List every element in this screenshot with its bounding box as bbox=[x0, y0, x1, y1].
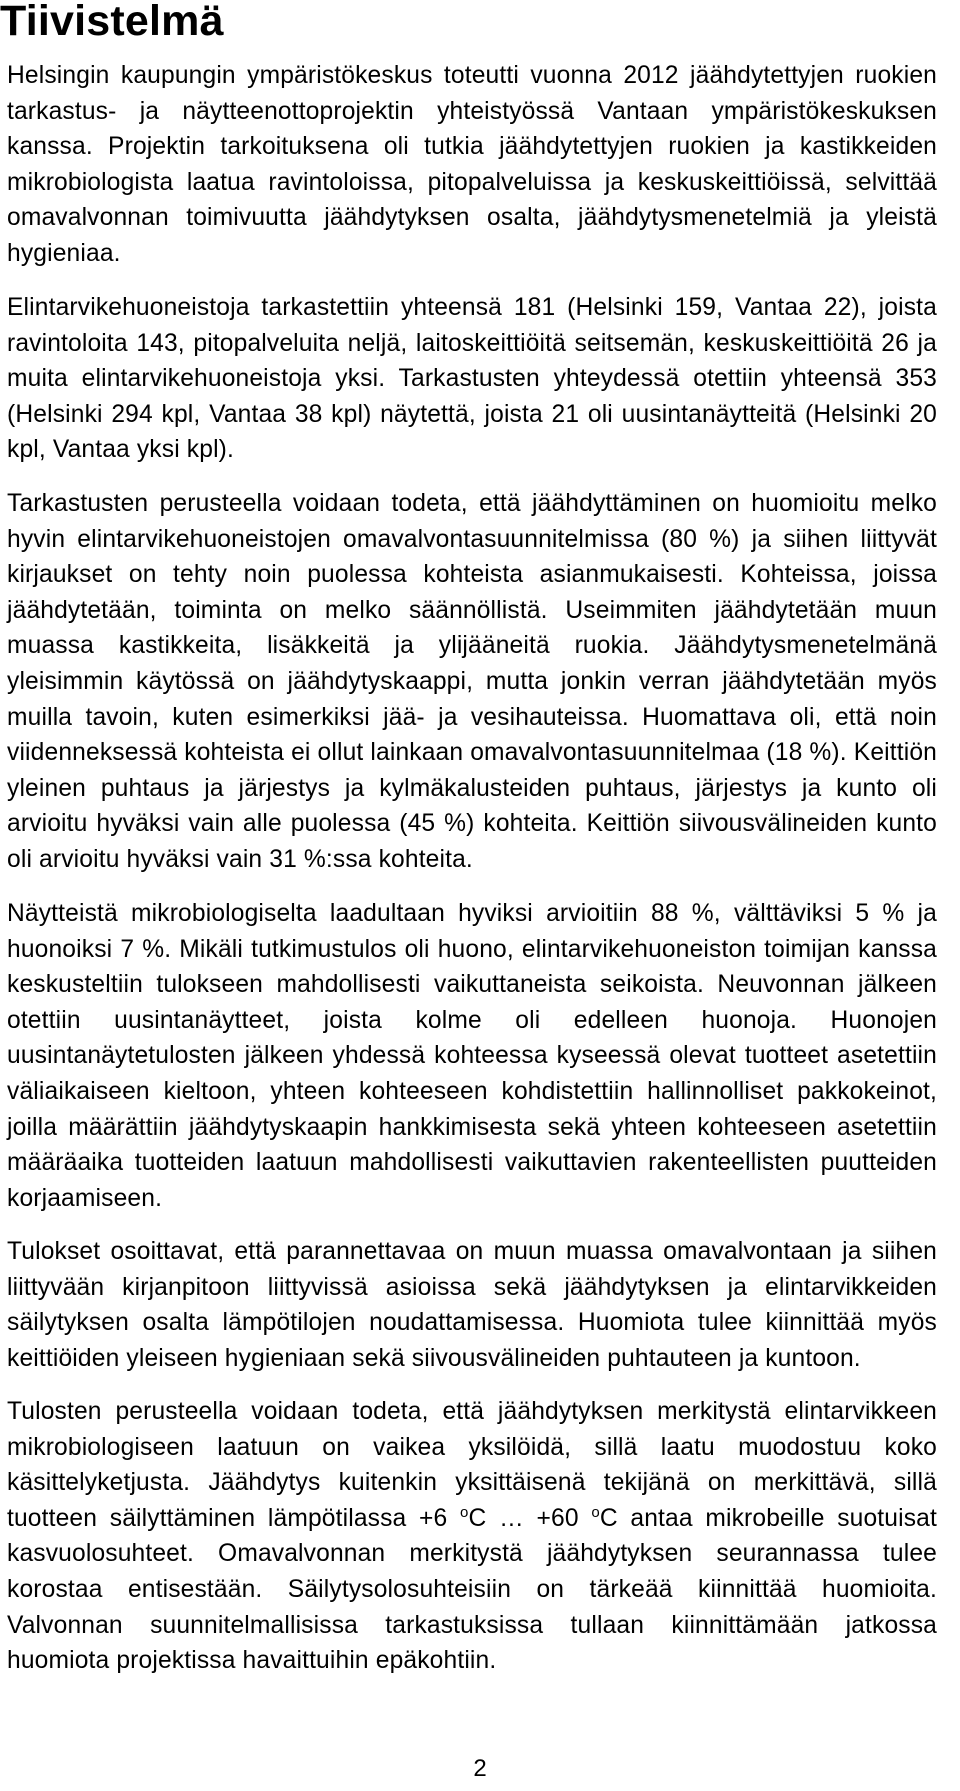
paragraph-6-text-2: C … +60 bbox=[468, 1504, 592, 1532]
paragraph-6-text-1: Tulosten perusteella voidaan todeta, että jäähdytyksen merkitystä elintarvikkeen mikrobiologiseen laatuun on vaikea yksilöidä, sillä laatu muodostuu koko käsittelyketjusta. Jäähdytys kuitenkin yksittäisenä tekijänä on merkittävä, sillä tuotteen säilyttäminen lämpötilassa +6 bbox=[7, 1398, 937, 1532]
degree-superscript-2: o bbox=[591, 1503, 600, 1521]
degree-superscript-1: o bbox=[460, 1503, 469, 1521]
summary-paragraph-1: Helsingin kaupungin ympäristökeskus toteutti vuonna 2012 jäähdytettyjen ruokien tarkastus- ja näytteenottoprojektin yhteistyössä Vantaan ympäristökeskuksen kanssa. Projektin tarkoituksena oli tutkia jäähdytettyjen ruokien ja kastikkeiden mikrobiologista laatua ravintoloissa, pitopalveluissa ja keskuskeittiöissä, selvittää omavalvonnan toimivuutta jäähdytyksen osalta, jäähdytysmenetelmiä ja yleistä hygieniaa. bbox=[7, 62, 937, 267]
paragraph-6-text-3: C antaa mikrobeille suotuisat kasvuolosuhteet. Omavalvonnan merkitystä jäähdytyksen seurannassa tulee korostaa entisestään. Säilytysolosuhteisiin on tärkeää kiinnittää huomioita. Valvonnan suunnitelmallisissa tarkastuksissa tullaan kiinnittämään jatkossa huomiota projektissa havaittuihin epäkohtiin. bbox=[7, 1504, 937, 1675]
summary-paragraph-5: Tulokset osoittavat, että parannettavaa on muun muassa omavalvontaan ja siihen liittyvään kirjanpitoon liittyvissä asioissa sekä jäähdytyksen ja elintarvikkeiden säilytyksen osalta lämpötilojen noudattamisessa. Huomiota tulee kiinnittää myös keittiöiden yleiseen hygieniaan sekä siivousvälineiden puhtauteen ja kuntoon. bbox=[7, 1238, 937, 1372]
page-number: 2 bbox=[473, 1755, 487, 1782]
summary-paragraph-2: Elintarvikehuoneistoja tarkastettiin yhteensä 181 (Helsinki 159, Vantaa 22), joista ravintoloita 143, pitopalveluita neljä, laitoskeittiöitä seitsemän, keskuskeittiöitä 26 ja muita elintarvikehuoneistoja yksi. Tarkastusten yhteydessä otettiin yhteensä 353 (Helsinki 294 kpl, Vantaa 38 kpl) näytettä, joista 21 oli uusintanäytteitä (Helsinki 20 kpl, Vantaa yksi kpl). bbox=[7, 294, 937, 464]
summary-paragraph-3: Tarkastusten perusteella voidaan todeta, että jäähdyttäminen on huomioitu melko hyvin elintarvikehuoneistojen omavalvontasuunnitelmissa (80 %) ja siihen liittyvät kirjaukset on tehty noin puolessa kohteista asianmukaisesti. Kohteissa, joissa jäähdytetään, toiminta on melko säännöllistä. Useimmiten jäähdytetään muun muassa kastikkeita, lisäkkeitä ja ylijääneitä ruokia. Jäähdytysmenetelmänä yleisimmin käytössä on jäähdytyskaappi, mutta jonkin verran jäähdytetään myös muilla tavoin, kuten esimerkiksi jää- ja vesihauteissa. Huomattava oli, että noin viidenneksessä kohteista ei ollut lainkaan omavalvontasuunnitelmaa (18 %). Keittiön yleinen puhtaus ja järjestys ja kylmäkalusteiden puhtaus, järjestys ja kunto oli arvioitu hyväksi vain alle puolessa (45 %) kohteita. Keittiön siivousvälineiden kunto oli arvioitu hyväksi vain 31 %:ssa kohteita. bbox=[7, 490, 937, 873]
summary-paragraph-4: Näytteistä mikrobiologiselta laadultaan hyviksi arvioitiin 88 %, välttäviksi 5 % ja huonoiksi 7 %. Mikäli tutkimustulos oli huono, elintarvikehuoneiston toimijan kanssa keskusteltiin tulokseen mahdollisesti vaikuttaneista seikoista. Neuvonnan jälkeen otettiin uusintanäytteet, joista kolme oli edelleen huonoja. Huonojen uusintanäytetulosten jälkeen yhdessä kohteessa kyseessä olevat tuotteet asetettiin väliaikaiseen kieltoon, yhteen kohteeseen kohdistettiin hallinnolliset pakkokeinot, joilla määrättiin jäähdytyskaapin hankkimisesta sekä yhteen kohteeseen asetettiin määräaika tuotteiden laatuun mahdollisesti vaikuttavien rakenteellisten puutteiden korjaamiseen. bbox=[7, 900, 937, 1212]
summary-paragraph-6 bbox=[7, 1394, 937, 1679]
page-title: Tiivistelmä bbox=[0, 0, 224, 45]
